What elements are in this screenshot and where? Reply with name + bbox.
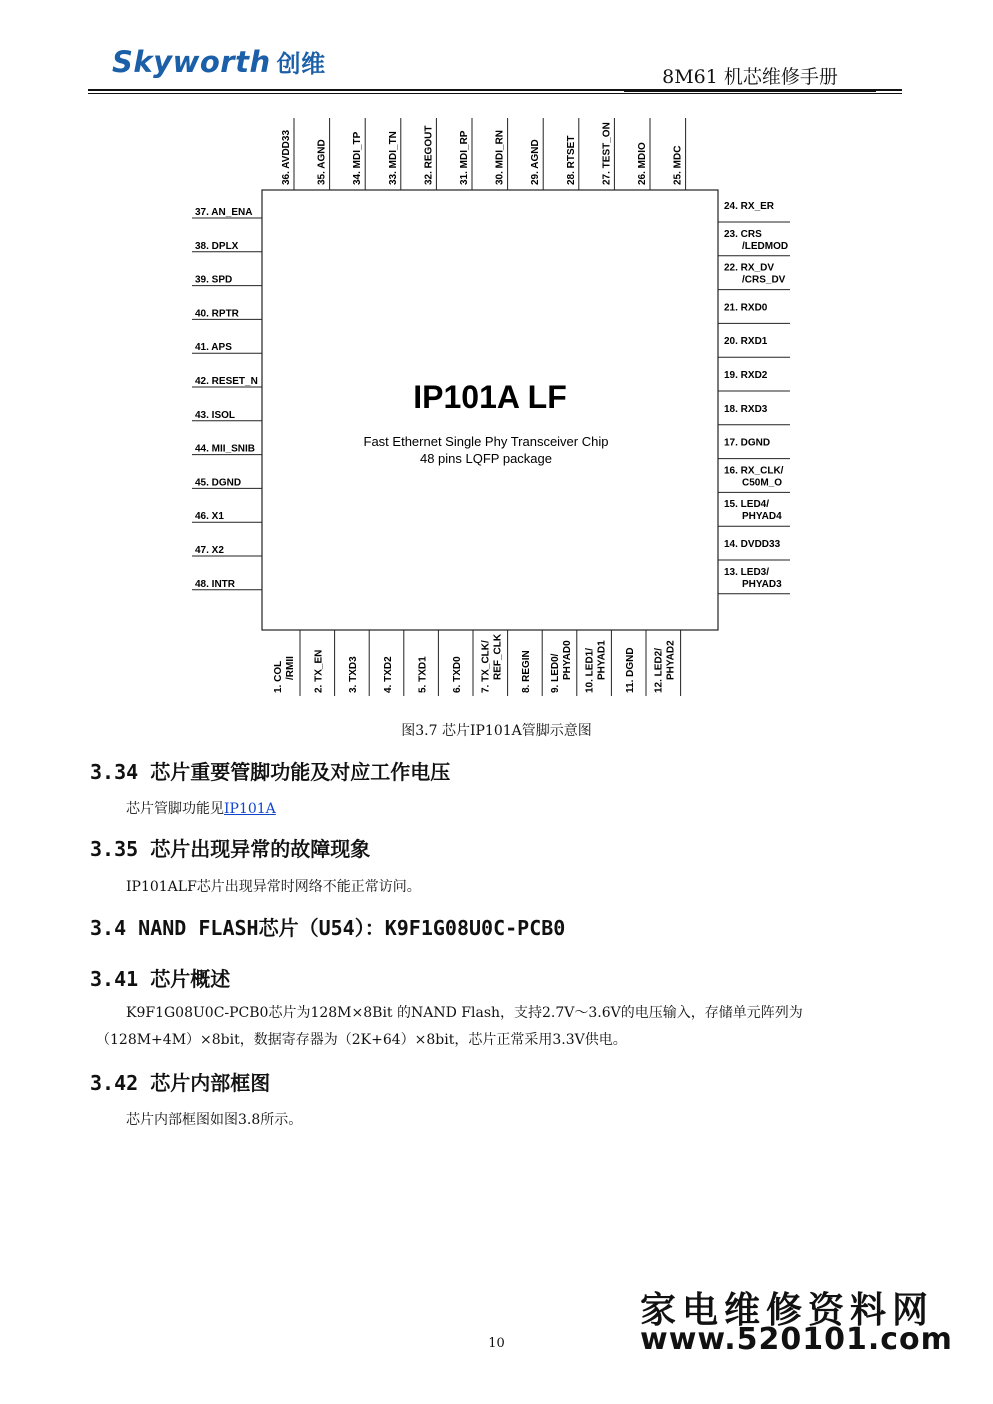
right-pin-label: 16. RX_CLK/ (724, 465, 784, 477)
top-pin-label: 35. AGND (316, 139, 328, 185)
section-3-35-title: 3.35 芯片出现异常的故障现象 (90, 837, 371, 861)
bottom-pin-label: 9. LED0/ (549, 653, 561, 693)
right-pin-label: 15. LED4/ (724, 499, 770, 511)
left-pin-label: 42. RESET_N (195, 376, 258, 387)
left-pin-label: 47. X2 (195, 545, 224, 556)
bottom-pin-label-2: PHYAD1 (596, 640, 608, 680)
left-pin-label: 44. MII_SNIB (195, 443, 256, 455)
logo-cn: 创维 (276, 50, 326, 78)
section-3-34-title: 3.34 芯片重要管脚功能及对应工作电压 (90, 760, 451, 784)
left-pin-label: 41. APS (195, 342, 232, 354)
right-pin-label-2: /CRS_DV (742, 274, 786, 286)
bottom-pin-label: 11. DGND (625, 647, 636, 693)
section-3-41-line2: （128M+4M）×8bit，数据寄存器为（2K+64）×8bit，芯片正常采用3.3V供电。 (96, 1032, 627, 1048)
top-pin-label: 30. MDI_RN (494, 129, 506, 185)
bottom-pin-label: 12. LED2/ (653, 647, 665, 693)
figure-caption: 图3.7 芯片IP101A管脚示意图 (401, 723, 592, 739)
top-pin-label: 31. MDI_RP (459, 130, 470, 185)
left-pin-label: 46. X1 (195, 511, 224, 523)
right-pin-label: 14. DVDD33 (724, 539, 781, 550)
top-pin-label: 28. RTSET (565, 135, 577, 185)
bottom-pin-label: 4. TXD2 (382, 656, 394, 693)
left-pin-label: 43. ISOL (195, 409, 236, 421)
top-pin-label: 29. AGND (530, 139, 542, 185)
section-3-42-title: 3.42 芯片内部框图 (90, 1071, 271, 1095)
top-pin-label: 34. MDI_TP (352, 131, 364, 185)
chip-name: IP101A LF (413, 379, 567, 415)
bottom-pin-label: 8. REGIN (521, 650, 533, 693)
right-pin-label: 21. RXD0 (724, 302, 768, 314)
left-pin-label: 39. SPD (195, 274, 233, 286)
bottom-pin-label: 5. TXD1 (417, 656, 429, 693)
top-pin-label: 27. TEST_ON (601, 122, 613, 185)
left-pin-label: 37. AN_ENA (195, 207, 253, 218)
section-3-4-title: 3.4 NAND FLASH芯片（U54）：K9F1G08U0C-PCB0 (90, 916, 566, 940)
ip101a-link[interactable]: IP101A (224, 801, 276, 817)
right-pin-label-2: PHYAD4 (742, 511, 782, 523)
left-pin-label: 48. INTR (195, 578, 236, 590)
bottom-pin-label: 7. TX_CLK/ (480, 640, 492, 693)
bottom-pin-label: 3. TXD3 (348, 656, 360, 693)
top-pin-label: 26. MDIO (637, 142, 648, 185)
top-pin-label: 25. MDC (672, 145, 684, 185)
watermark-cn: 家电维修资料网 (640, 1289, 935, 1331)
right-pin-label-2: /LEDMOD (742, 240, 789, 252)
section-3-42-text: 芯片内部框图如图3.8所示。 (126, 1112, 303, 1128)
right-pin-label: 13. LED3/ (724, 566, 770, 578)
chip-desc-line1: Fast Ethernet Single Phy Transceiver Chip (363, 434, 609, 449)
watermark-url: www.520101.com (640, 1322, 953, 1357)
right-pin-label: 22. RX_DV (724, 262, 775, 274)
right-pin-label: 24. RX_ER (724, 201, 775, 212)
section-3-41-title: 3.41 芯片概述 (90, 967, 231, 991)
right-pin-label: 23. CRS (724, 228, 762, 240)
bottom-pin-label-2: PHYAD2 (665, 640, 677, 680)
bottom-pin-label-2: REF_CLK (492, 633, 504, 680)
right-pin-label-2: PHYAD3 (742, 578, 782, 590)
doc-title: 8M61 机芯维修手册 (624, 62, 876, 92)
top-pin-label: 32. REGOUT (423, 125, 435, 185)
right-pin-label: 18. RXD3 (724, 403, 768, 415)
bottom-pin-label: 1. COL (273, 660, 284, 693)
bottom-pin-label-2: PHYAD0 (561, 640, 573, 680)
right-pin-label-2: C50M_O (742, 477, 783, 489)
bottom-pin-label: 6. TXD0 (452, 656, 463, 693)
bottom-pin-label: 10. LED1/ (584, 647, 596, 693)
top-pin-label: 36. AVDD33 (281, 129, 292, 185)
page-number: 10 (488, 1336, 505, 1351)
logo-text: Skyworth (112, 45, 271, 79)
right-pin-label: 19. RXD2 (724, 370, 768, 381)
pin-function-text: 芯片管脚功能见 (126, 801, 224, 817)
section-3-34-text (126, 798, 276, 818)
left-pin-label: 40. RPTR (195, 308, 239, 320)
chip-desc-line2: 48 pins LQFP package (419, 451, 553, 466)
left-pin-label: 38. DPLX (195, 240, 239, 252)
bottom-pin-label-2: /RMII (285, 656, 296, 680)
bottom-pin-label: 2. TX_EN (313, 649, 325, 693)
section-3-35-text: IP101ALF芯片出现异常时网络不能正常访问。 (126, 879, 421, 895)
section-3-41-line1: K9F1G08U0C-PCB0芯片为128M×8Bit 的NAND Flash，支持2.7V～3.6V的电压输入，存储单元阵列为 (126, 1005, 803, 1021)
right-pin-label: 17. DGND (724, 437, 771, 449)
top-pin-label: 33. MDI_TN (387, 131, 399, 185)
right-pin-label: 20. RXD1 (724, 336, 768, 348)
left-pin-label: 45. DGND (195, 477, 242, 489)
